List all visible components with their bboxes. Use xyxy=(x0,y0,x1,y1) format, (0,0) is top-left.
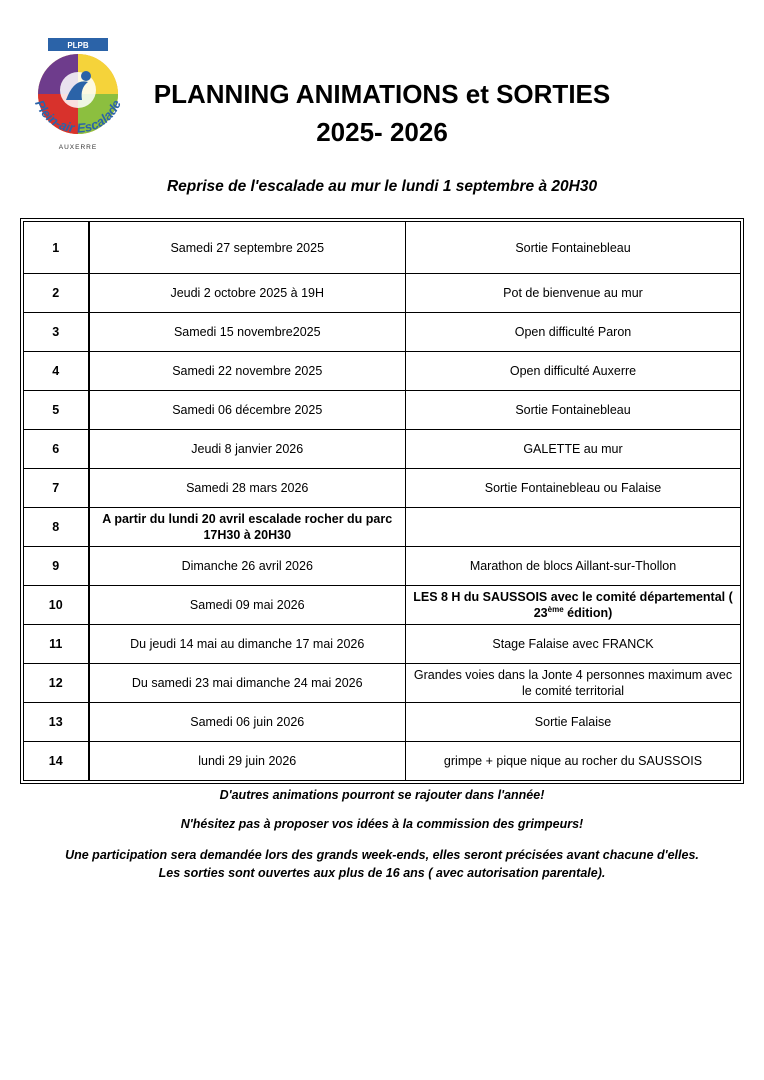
club-logo-graphic xyxy=(22,38,134,150)
row-date: lundi 29 juin 2026 xyxy=(89,742,406,781)
table-row xyxy=(24,586,741,625)
row-date: Samedi 06 décembre 2025 xyxy=(89,391,406,430)
row-event-line1: Grandes voies dans la Jonte 4 personnes maximum avec xyxy=(413,668,733,682)
row-number: 12 xyxy=(24,664,89,703)
row-number: 13 xyxy=(24,703,89,742)
note-age-limit: Les sorties sont ouvertes aux plus de 16 ans ( avec autorisation parentale). xyxy=(158,866,606,880)
row-event xyxy=(406,664,741,703)
note-share-ideas: N'hésitez pas à proposer vos idées à la commission des grimpeurs! xyxy=(180,817,584,831)
row-event: Stage Falaise avec FRANCK xyxy=(406,625,741,664)
row-number: 11 xyxy=(24,625,89,664)
row-date: Du jeudi 14 mai au dimanche 17 mai 2026 xyxy=(89,625,406,664)
table-row xyxy=(24,222,741,274)
page-year: 2025- 2026 xyxy=(316,117,448,147)
page-title: PLANNING ANIMATIONS et SORTIES xyxy=(153,79,611,109)
row-number: 2 xyxy=(24,274,89,313)
season-start-note: Reprise de l'escalade au mur le lundi 1 septembre à 20H30 xyxy=(166,178,598,195)
row-date xyxy=(89,508,406,547)
table-row xyxy=(24,547,741,586)
row-event: grimpe + pique nique au rocher du SAUSSOIS xyxy=(406,742,741,781)
table-row xyxy=(24,313,741,352)
row-event: Marathon de blocs Aillant-sur-Thollon xyxy=(406,547,741,586)
table-row xyxy=(24,430,741,469)
row-number: 8 xyxy=(24,508,89,547)
row-event: Open difficulté Paron xyxy=(406,313,741,352)
logo-bottom-text: AUXERRE xyxy=(58,144,98,150)
table-row xyxy=(24,352,741,391)
row-date: Samedi 09 mai 2026 xyxy=(89,586,406,625)
table-row xyxy=(24,274,741,313)
edition-suffix: ème xyxy=(547,604,564,614)
row-date: Du samedi 23 mai dimanche 24 mai 2026 xyxy=(89,664,406,703)
row-number: 1 xyxy=(24,222,89,274)
row-number: 7 xyxy=(24,469,89,508)
table-row xyxy=(24,703,741,742)
row-date: Jeudi 2 octobre 2025 à 19H xyxy=(89,274,406,313)
row-number: 9 xyxy=(24,547,89,586)
row-number: 10 xyxy=(24,586,89,625)
row-event xyxy=(406,508,741,547)
table-row xyxy=(24,391,741,430)
row-event: Open difficulté Auxerre xyxy=(406,352,741,391)
row-date: Samedi 28 mars 2026 xyxy=(89,469,406,508)
row-event-line2 xyxy=(410,605,736,621)
row-event: Sortie Falaise xyxy=(406,703,741,742)
edition-label: édition) xyxy=(563,606,613,620)
row-date: Samedi 22 novembre 2025 xyxy=(89,352,406,391)
row-date-line1: A partir du lundi 20 avril escalade rocher du parc xyxy=(102,512,393,526)
club-logo xyxy=(22,38,134,150)
table-row xyxy=(24,469,741,508)
table-row xyxy=(24,508,741,547)
row-number: 4 xyxy=(24,352,89,391)
row-event: Sortie Fontainebleau xyxy=(406,391,741,430)
row-number: 5 xyxy=(24,391,89,430)
edition-number: 23 xyxy=(533,606,548,620)
table-row xyxy=(24,625,741,664)
row-date: Dimanche 26 avril 2026 xyxy=(89,547,406,586)
row-number: 6 xyxy=(24,430,89,469)
row-event: Sortie Fontainebleau ou Falaise xyxy=(406,469,741,508)
row-number: 3 xyxy=(24,313,89,352)
row-event: Pot de bienvenue au mur xyxy=(406,274,741,313)
row-event xyxy=(406,586,741,625)
schedule-table xyxy=(20,218,744,784)
note-participation: Une participation sera demandée lors des grands week-ends, elles seront précisées avant chacune d'elles. xyxy=(65,848,699,862)
row-event-line2: le comité territorial xyxy=(521,684,625,698)
note-more-activities: D'autres animations pourront se rajouter dans l'année! xyxy=(219,788,545,802)
row-date: Samedi 06 juin 2026 xyxy=(89,703,406,742)
row-event: GALETTE au mur xyxy=(406,430,741,469)
logo-ring-text: Plein-air Escalade xyxy=(32,97,124,136)
logo-top-text: PLPB xyxy=(67,41,89,50)
table-row xyxy=(24,664,741,703)
row-date: Jeudi 8 janvier 2026 xyxy=(89,430,406,469)
row-date: Samedi 27 septembre 2025 xyxy=(89,222,406,274)
table-row xyxy=(24,742,741,781)
row-event: Sortie Fontainebleau xyxy=(406,222,741,274)
row-number: 14 xyxy=(24,742,89,781)
row-event-line1: LES 8 H du SAUSSOIS avec le comité départemental ( xyxy=(413,590,733,604)
row-date: Samedi 15 novembre2025 xyxy=(89,313,406,352)
row-date-line2: 17H30 à 20H30 xyxy=(203,528,292,542)
